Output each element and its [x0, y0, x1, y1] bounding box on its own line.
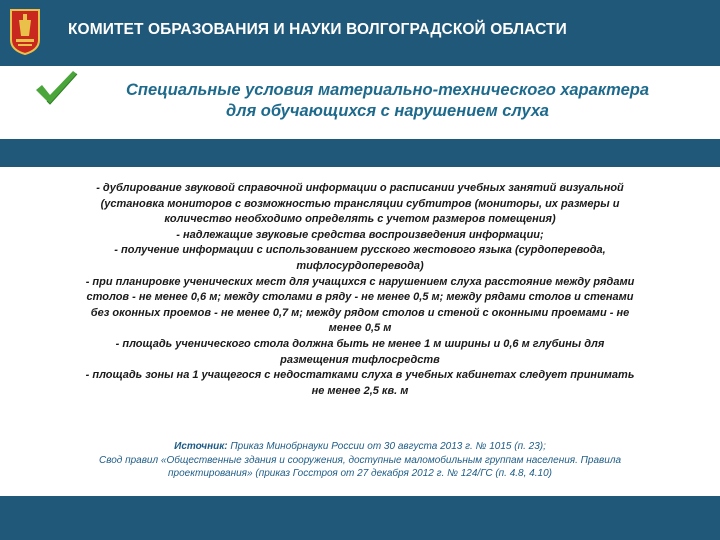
- page-title: КОМИТЕТ ОБРАЗОВАНИЯ И НАУКИ ВОЛГОГРАДСКОЙ ОБЛАСТИ: [68, 21, 567, 38]
- footer-band: [0, 496, 720, 540]
- text-line: количество необходимо определять с учетом размеров помещения): [164, 213, 556, 226]
- source-line: Свод правил «Общественные здания и сооружения, доступные маломобильным группам населения. Правила: [98, 454, 622, 466]
- text-line: - дублирование звуковой справочной информации о расписании учебных занятий визуальной: [96, 182, 624, 194]
- source-citation: [10, 440, 710, 481]
- slide-subtitle: [60, 80, 715, 122]
- text-line: (установка мониторов с возможностью трансляции субтитров (мониторы, их размеры и: [100, 197, 620, 210]
- text-line: менее 0,5 м: [328, 322, 392, 335]
- requirements-text: [4, 181, 716, 399]
- text-line: - надлежащие звуковые средства воспроизведения информации;: [176, 228, 544, 241]
- divider-band: [0, 139, 720, 167]
- text-line: размещения тифлосредств: [280, 353, 440, 366]
- header-bar: [0, 0, 720, 66]
- text-line: столов - не менее 0,6 м; между столами в ряду - не менее 0,5 м; между рядами столов и стенами: [86, 291, 634, 304]
- text-line: тифлосурдоперевода): [296, 259, 424, 272]
- text-line: - площадь ученического стола должна быть не менее 1 м ширины и 0,6 м глубины для: [115, 337, 605, 350]
- subtitle-line: для обучающихся с нарушением слуха: [226, 102, 549, 120]
- source-label: Источник:: [174, 441, 228, 452]
- subtitle-line: Специальные условия материально-технического характера: [125, 81, 650, 99]
- text-line: - площадь зоны на 1 учащегося с недостатками слуха в учебных кабинетах следует принимать: [85, 369, 635, 382]
- text-line: - получение информации с использованием русского жестового языка (сурдоперевода,: [114, 244, 606, 257]
- source-line: проектирования» (приказ Госстроя от 27 декабря 2012 г. № 124/ГС (п. 4.8, 4.10): [168, 468, 552, 479]
- text-line: без оконных проемов - не менее 0,7 м; между рядом столов и стеной с оконными проемами - не: [90, 306, 630, 319]
- text-line: не менее 2,5 кв. м: [311, 384, 409, 397]
- source-line: [10, 440, 710, 454]
- text-line: - при планировке ученических мест для учащихся с нарушением слуха расстояние между рядами: [85, 275, 635, 288]
- source-text: Приказ Минобрнауки России от 30 августа 2013 г. № 1015 (п. 23);: [227, 441, 546, 452]
- coat-of-arms-icon: [8, 6, 42, 56]
